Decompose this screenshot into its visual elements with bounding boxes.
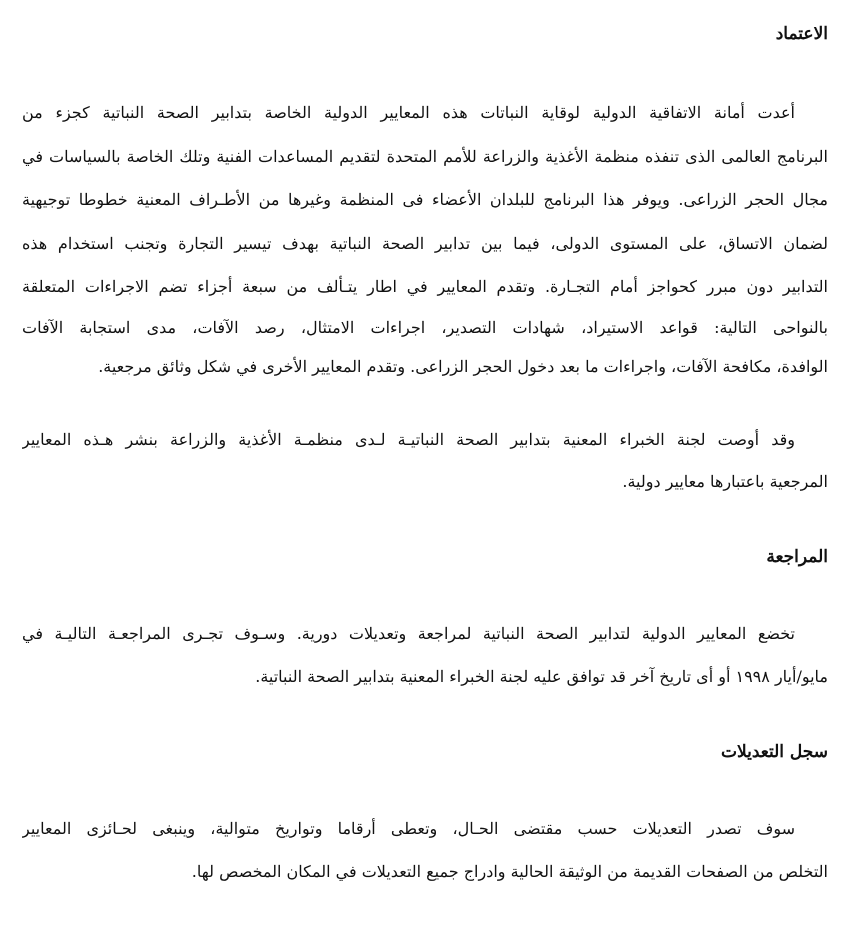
review-line-1: تخضع المعايير الدولية لتدابير الصحة النباتية لمراجعة وتعديلات دورية. وسـوف تجـرى المراجعـة التاليـة في [22,624,795,643]
adoption-line-1: أعدت أمانة الاتفاقية الدولية لوقاية النباتات هذه المعايير الدولية الخاصة بتدابير الصحة النباتية كجزء من [22,103,795,122]
adoption-line-7: الوافدة، مكافحة الآفات، واجراءات ما بعد دخول الحجر الزراعى. وتقدم المعايير الأخرى في شكل وثائق مرجعية. [98,357,828,376]
amendments-line-1: سوف تصدر التعديلات حسب مقتضى الحـال، وتعطى أرقاما وتواريخ متوالية، وينبغى لحـائزى المعايير [22,819,795,838]
adoption-line-5: التدابير دون مبرر كحواجز أمام التجـارة. وتقدم المعايير في اطار يتـألف من سبعة أجزاء تضم الاجراءات المتعلقة [22,277,828,296]
adoption-line-3: مجال الحجر الزراعى. ويوفر هذا البرنامج للبلدان الأعضاء فى المنظمة وغيرها من الأطـراف المعنية خطوطا توجيهية [22,190,828,209]
adoption-p2-line-1: وقد أوصت لجنة الخبراء المعنية بتدابير الصحة النباتيـة لـدى منظمـة الأغذية والزراعة بنشر هـذه المعايير [22,430,795,449]
review-line-2: مايو/أيار ١٩٩٨ أو أى تاريخ آخر قد توافق عليه لجنة الخبراء المعنية بتدابير الصحة النباتية. [255,667,828,686]
adoption-line-2: البرنامج العالمى الذى تنفذه منظمة الأغذية والزراعة للأمم المتحدة لتقديم المساعدات الفنية وتلك الخاصة بالسياسات في [22,147,828,166]
amendments-line-2: التخلص من الصفحات القديمة من الوثيقة الحالية وادراج جميع التعديلات في المكان المخصص لها. [191,862,828,881]
heading-review: المراجعة [766,547,828,567]
heading-adoption: الاعتماد [775,24,828,44]
adoption-line-4: لضمان الاتساق، على المستوى الدولى، فيما بين تدابير الصحة النباتية بهدف تيسير التجارة وتجنب استخدام هذه [22,234,828,253]
adoption-p2-line-2: المرجعية باعتبارها معايير دولية. [622,472,828,491]
heading-amendments: سجل التعديلات [720,742,828,762]
adoption-line-6: بالنواحى التالية: قواعد الاستيراد، شهادات التصدير، اجراءات الامتثال، رصد الآفات، مدى استجابة الآفات [22,318,828,337]
